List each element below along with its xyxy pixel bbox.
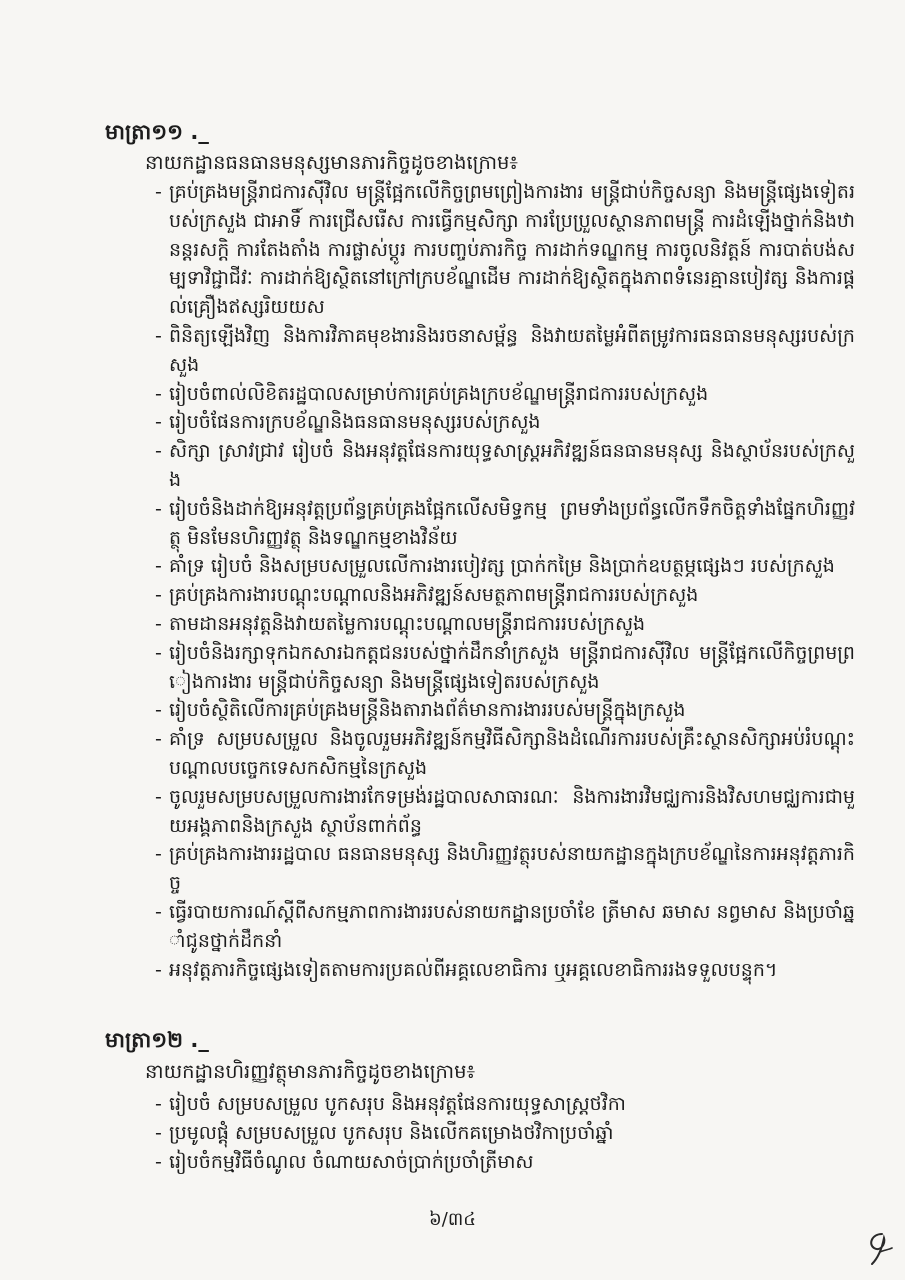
list-item: - រៀបចំកម្មវិធីចំណូល ចំណាយសាច់ប្រាក់ប្រចាំត្រីមាស <box>155 1150 534 1173</box>
list-item: - ប្រមូលផ្តុំ សម្របសម្រួល បូកសរុប និងលើកគម្រោងថវិកាប្រចាំឆ្នាំ <box>155 1121 614 1144</box>
article-12-heading: មាត្រា១២ ._ <box>105 1028 209 1052</box>
list-item: - ធ្វើរបាយការណ៍ស្តីពីសកម្មភាពការងាររបស់នាយកដ្ឋានប្រចាំខែ ត្រីមាស ឆមាស នព្វមាស និងប្រចាំឆ្នាំជូនថ្នាក់ដឹកនាំ <box>155 900 855 952</box>
article-11-intro: នាយកដ្ឋានធនធានមនុស្សមានភារកិច្ចដូចខាងក្រោម៖ <box>145 151 518 174</box>
list-item: - រៀបចំស្ថិតិលើការគ្រប់គ្រងមន្ត្រីនិងតារាងព័ត៌មានការងាររបស់មន្ត្រីក្នុងក្រសួង <box>155 699 686 722</box>
page-number: ៦/៣៤ <box>429 1209 476 1230</box>
list-item: - រៀបចំផែនការក្របខ័ណ្ឌនិងធនធានមនុស្សរបស់ក្រសួង <box>155 411 541 434</box>
list-item: - ចូលរួមសម្របសម្រួលការងារកែទម្រង់រដ្ឋបាលសាធារណៈ និងការងារវិមជ្ឈការនិងវិសហមជ្ឈការជាមួយអង្គភាពនិងក្រសួង ស្ថាប័នពាក់ព័ន្ធ <box>155 785 855 837</box>
list-item: - រៀបចំពាល់លិខិតរដ្ឋបាលសម្រាប់ការគ្រប់គ្រងក្របខ័ណ្ឌមន្ត្រីរាជការរបស់ក្រសួង <box>155 382 709 405</box>
article-12-duty-list <box>155 1090 855 1176</box>
list-item: - ពិនិត្យឡើងវិញ និងការវិភាគមុខងារនិងរចនាសម្ព័ន្ធ និងវាយតម្លៃអំពីតម្រូវការធនធានមនុស្សរបស់ក្រសួង <box>155 324 855 376</box>
list-item: - គាំទ្រ សម្របសម្រួល និងចូលរួមអភិវឌ្ឍន៍កម្មវិធីសិក្សានិងដំណើរការរបស់គ្រឹះស្ថានសិក្សាអប់រំបណ្តុះបណ្តាលបច្ចេកទេសកសិកម្មនៃក្រសួង <box>155 728 855 779</box>
list-item: - គ្រប់គ្រងការងាររដ្ឋបាល ធនធានមនុស្ស និងហិរញ្ញវត្ថុរបស់នាយកដ្ឋានក្នុងក្របខ័ណ្ឌនៃការអនុវត្តភារកិច្ច <box>155 843 855 895</box>
list-item: - អនុវត្តភារកិច្ចផ្សេងទៀតតាមការប្រគល់ពីអគ្គលេខាធិការ ឬអគ្គលេខាធិការរងទទួលបន្ទុក។ <box>155 958 778 981</box>
list-item: - រៀបចំ សម្របសម្រួល បូកសរុប និងអនុវត្តផែនការយុទ្ធសាស្ត្រថវិកា <box>155 1093 626 1115</box>
article-12-intro: នាយកដ្ឋានហិរញ្ញវត្ថុមានភារកិច្ចដូចខាងក្រោម៖ <box>145 1060 476 1083</box>
article-11-heading: មាត្រា១១ ._ <box>105 120 209 144</box>
list-item: - តាមដានអនុវត្តនិងវាយតម្លៃការបណ្តុះបណ្តាលមន្ត្រីរាជការរបស់ក្រសួង <box>155 612 646 635</box>
list-item: - គ្រប់គ្រងការងារបណ្តុះបណ្តាលនិងអភិវឌ្ឍន៍សមត្ថភាពមន្ត្រីរាជការរបស់ក្រសួង <box>155 584 699 607</box>
list-item: - រៀបចំនិងរក្សាទុកឯកសារឯកត្តជនរបស់ថ្នាក់ដឹកនាំក្រសួង មន្ត្រីរាជការស៊ីវិល មន្ត្រីផ្អែកលើកិច្ចព្រមព្រៀងការងារ មន្ត្រីជាប់កិច្ចសន្យា និងមន្ត្រីផ្សេងទៀតរបស់ក្រសួង <box>155 641 855 693</box>
list-item: - គ្រប់គ្រងមន្ត្រីរាជការស៊ីវិល មន្ត្រីផ្អែកលើកិច្ចព្រមព្រៀងការងារ មន្ត្រីជាប់កិច្ចសន្យា និងមន្ត្រីផ្សេងទៀតរបស់ក្រសួង ជាអាទិ៍ ការជ្រើសរើស ការធ្វើកម្មសិក្សា ការប្រែប្រួលស្ថានភាពមន្ត្រី ការដំឡើងថ្នាក់និងឋានន្តរសក្តិ ការតែងតាំង ការផ្លាស់ប្តូរ ការបញ្ចប់ភារកិច្ច ការដាក់ទណ្ឌកម្ម ការចូលនិវត្តន៍ ការបាត់បង់សម្បទាវិជ្ជាជីវៈ ការដាក់ឱ្យស្ថិតនៅក្រៅក្របខ័ណ្ឌដើម ការដាក់ឱ្យស្ថិតក្នុងភាពទំនេរគ្មានបៀវត្ស និងការផ្តល់គ្រឿងឥស្សរិយយស <box>155 181 855 319</box>
article-11-duty-list <box>155 178 855 984</box>
list-item: - គាំទ្រ រៀបចំ និងសម្របសម្រួលលើការងារបៀវត្ស ប្រាក់កម្រៃ និងប្រាក់ឧបត្ថម្ភផ្សេងៗ របស់ក្រសួង <box>155 555 835 578</box>
list-item: - សិក្សា ស្រាវជ្រាវ រៀបចំ និងអនុវត្តផែនការយុទ្ធសាស្ត្រអភិវឌ្ឍន៍ធនធានមនុស្ស និងស្ថាប័នរបស់ក្រសួង <box>155 440 855 491</box>
list-item: - រៀបចំនិងដាក់ឱ្យអនុវត្តប្រព័ន្ធគ្រប់គ្រងផ្អែកលើសមិទ្ធកម្ម ព្រមទាំងប្រព័ន្ធលើកទឹកចិត្តទាំងផ្នែកហិរញ្ញវត្ថុ មិនមែនហិរញ្ញវត្ថុ និងទណ្ឌកម្មខាងវិន័យ <box>155 497 855 549</box>
initials-signature <box>858 1228 898 1268</box>
